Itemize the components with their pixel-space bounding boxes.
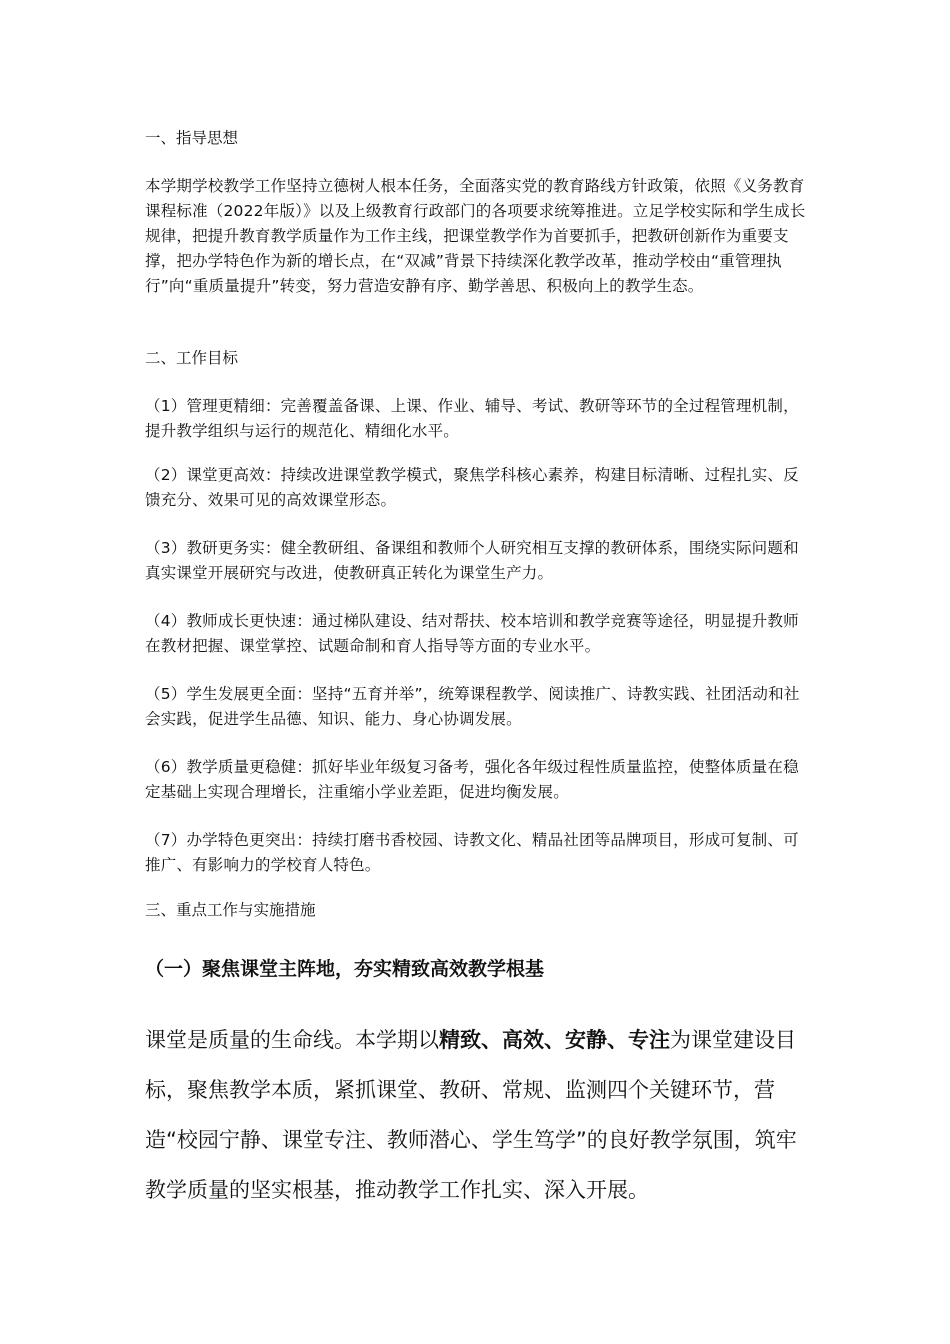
paragraph-classroom-emphasis: 精致、高效、安静、专注	[439, 1028, 670, 1052]
subsection-heading-classroom: （一）聚焦课堂主阵地，夯实精致高效教学根基	[145, 958, 545, 980]
goal-item-2: （2）课堂更高效：持续改进课堂教学模式，聚焦学科核心素养，构建目标清晰、过程扎实、反馈充分、效果可见的高效课堂形态。	[145, 466, 799, 509]
section-heading-guiding-ideology: 一、指导思想	[145, 129, 239, 147]
paragraph-classroom-text-start: 课堂是质量的生命线。本学期以	[145, 1028, 439, 1052]
paragraph-guiding-ideology: 本学期学校教学工作坚持立德树人根本任务，全面落实党的教育路线方针政策，依照《义务教育课程标准（2022年版）》以及上级教育行政部门的各项要求统筹推进。立足学校实际和学生成长规律，把提升教育教学质量作为工作主线，把课堂教学作为首要抓手，把教研创新作为重要支撑，把办学特色作为新的增长点，在“双减”背景下持续深化教学改革，推动学校由“重管理执行”向“重质量提升”转变，努力营造安静有序、勤学善思、积极向上的教学生态。	[145, 177, 806, 295]
goal-item-5: （5）学生发展更全面：坚持“五育并举”，统筹课程教学、阅读推广、诗教实践、社团活动和社会实践，促进学生品德、知识、能力、身心协调发展。	[145, 685, 800, 728]
section-heading-key-work: 三、重点工作与实施措施	[145, 901, 316, 919]
paragraph-classroom-text-end: 为课堂建设目标，聚焦教学本质，紧抓课堂、教研、常规、监测四个关键环节，营造“校园宁静、课堂专注、教师潜心、学生笃学”的良好教学氛围，筑牢教学质量的坚实根基，推动教学工作扎实、深入开展。	[145, 1028, 797, 1202]
goal-item-1: （1）管理更精细：完善覆盖备课、上课、作业、辅导、考试、教研等环节的全过程管理机制，提升教学组织与运行的规范化、精细化水平。	[145, 397, 799, 440]
goal-item-3: （3）教研更务实：健全教研组、备课组和教师个人研究相互支撑的教研体系，围绕实际问题和真实课堂开展研究与改进，使教研真正转化为课堂生产力。	[145, 539, 799, 582]
goal-item-4: （4）教师成长更快速：通过梯队建设、结对帮扶、校本培训和教学竞赛等途径，明显提升教师在教材把握、课堂掌控、试题命制和育人指导等方面的专业水平。	[145, 612, 799, 655]
section-heading-work-goals: 二、工作目标	[145, 349, 239, 367]
goal-item-7: （7）办学特色更突出：持续打磨书香校园、诗教文化、精品社团等品牌项目，形成可复制、可推广、有影响力的学校育人特色。	[145, 831, 799, 874]
paragraph-classroom	[145, 1015, 815, 1215]
goal-item-6: （6）教学质量更稳健：抓好毕业年级复习备考，强化各年级过程性质量监控，使整体质量在稳定基础上实现合理增长，注重缩小学业差距，促进均衡发展。	[145, 758, 799, 801]
